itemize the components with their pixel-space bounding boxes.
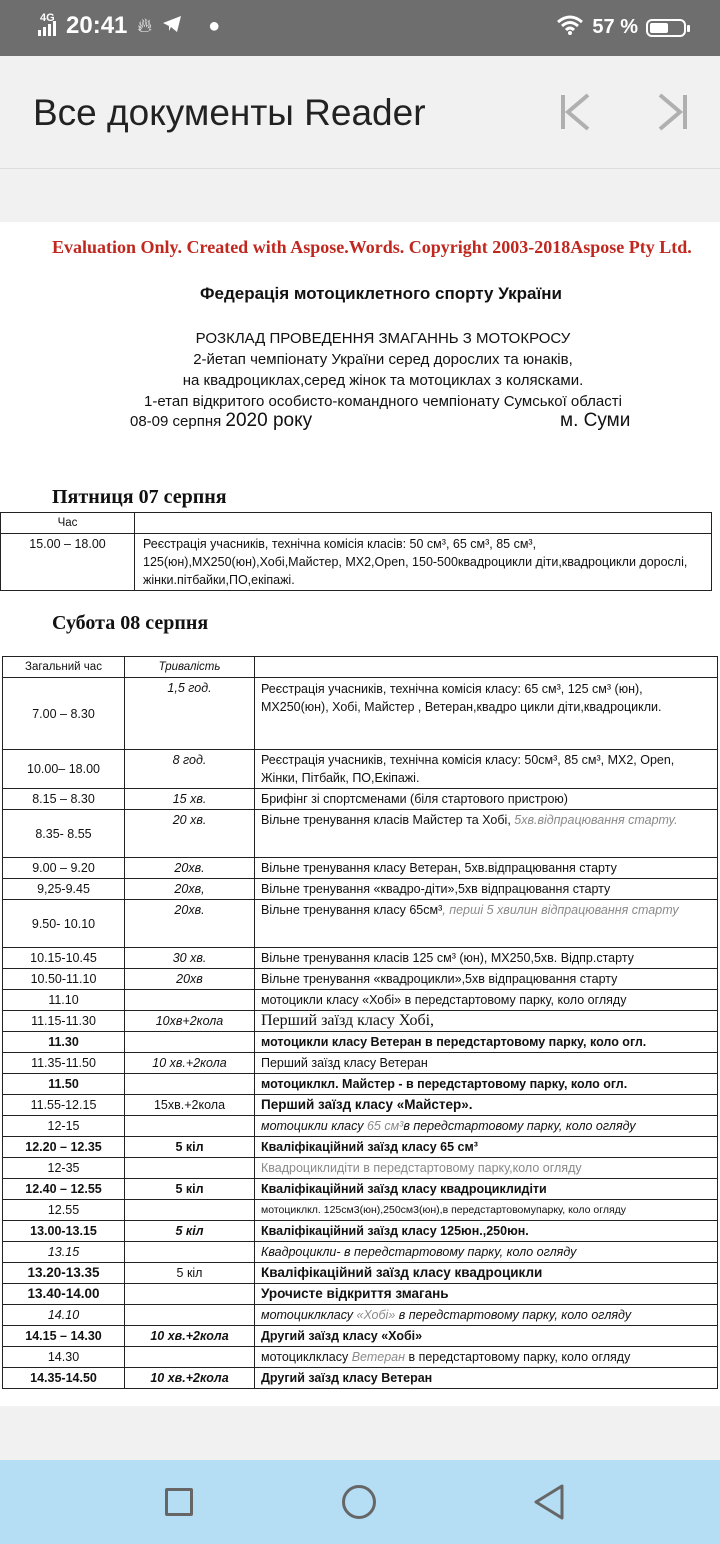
table-row [3, 1305, 718, 1326]
table-row [3, 879, 718, 900]
table-row [3, 900, 718, 948]
status-right [556, 14, 686, 41]
time-cell: 9.00 – 9.20 [3, 858, 125, 879]
event-dates [130, 410, 312, 432]
battery-icon [646, 19, 686, 37]
activity-cell: Брифінг зі спортсменами (біля стартового пристрою) [255, 789, 718, 810]
activity-cell: мотоцикли класу «Хобі» в передстартовому парку, коло огляду [255, 990, 718, 1011]
dot-icon: ● [208, 14, 221, 37]
activity-cell: Вільне тренування класів 125 см³ (юн), МХ250,5хв. Відпр.старту [255, 948, 718, 969]
battery-percent: 57 % [592, 16, 638, 38]
navigation-bar [0, 1460, 720, 1544]
table-row [3, 1200, 718, 1221]
time-cell: 10.00– 18.00 [3, 750, 125, 789]
first-page-icon[interactable] [558, 92, 594, 132]
activity-cell: Вільне тренування «квадро-діти»,5хв відпрацювання старту [255, 879, 718, 900]
time-cell: 11.15-11.30 [3, 1011, 125, 1032]
time-cell: 14.15 – 14.30 [3, 1326, 125, 1347]
duration-cell [125, 1116, 255, 1137]
table-row [3, 1263, 718, 1284]
time-cell: 14.30 [3, 1347, 125, 1368]
time-cell: 12-35 [3, 1158, 125, 1179]
time-cell: 8.35- 8.55 [3, 810, 125, 858]
duration-cell [125, 1032, 255, 1053]
time-cell: 11.50 [3, 1074, 125, 1095]
time-cell: 13.15 [3, 1242, 125, 1263]
activity-cell: Перший заїзд класу Хобі, [255, 1011, 718, 1032]
time-cell: 7.00 – 8.30 [3, 678, 125, 750]
wifi-icon [556, 14, 584, 41]
activity-cell [255, 810, 718, 858]
table-header-row [3, 657, 718, 678]
dates-prefix: 08-09 серпня [130, 413, 222, 430]
saturday-table [2, 656, 718, 1389]
time-cell: 9,25-9.45 [3, 879, 125, 900]
duration-cell [125, 1305, 255, 1326]
duration-cell: 15 хв. [125, 789, 255, 810]
activity-text: мотоциклкласу [261, 1350, 352, 1364]
activity-note: , перші 5 хвилин відпрацювання старту [442, 903, 679, 917]
table-row [3, 990, 718, 1011]
table-row [3, 1011, 718, 1032]
time-cell: 12-15 [3, 1116, 125, 1137]
table-row [3, 1221, 718, 1242]
table-row [3, 858, 718, 879]
duration-cell: 20хв, [125, 879, 255, 900]
status-bar [0, 0, 720, 56]
time-cell: 11.35-11.50 [3, 1053, 125, 1074]
table-row [3, 1368, 718, 1389]
status-left [38, 12, 220, 40]
schedule-line: на квадроциклах,серед жінок та мотоциклах з колясками. [182, 372, 584, 389]
time-cell: 11.55-12.15 [3, 1095, 125, 1116]
friday-heading: Пятниця 07 серпня [52, 486, 227, 508]
header-time: Загальний час [3, 657, 125, 678]
event-city: м. Суми [560, 410, 631, 431]
duration-cell: 8 год. [125, 750, 255, 789]
table-row [1, 513, 712, 534]
activity-note: Ветеран [351, 1350, 405, 1364]
duration-cell [125, 1158, 255, 1179]
friday-time-cell: 15.00 – 18.00 [1, 534, 135, 591]
duration-cell: 10 хв.+2кола [125, 1326, 255, 1347]
activity-cell: мотоцикли класу Ветеран в передстартовому парку, коло огл. [255, 1032, 718, 1053]
duration-cell [125, 1242, 255, 1263]
time-cell: 9.50- 10.10 [3, 900, 125, 948]
recent-apps-icon[interactable] [165, 1488, 193, 1516]
table-row [3, 1284, 718, 1305]
activity-cell: Кваліфікаційний заїзд класу 125юн.,250юн. [255, 1221, 718, 1242]
activity-cell: Кваліфікаційний заїзд класу 65 см³ [255, 1137, 718, 1158]
time-cell: 10.15-10.45 [3, 948, 125, 969]
duration-cell: 10хв+2кола [125, 1011, 255, 1032]
clock: 20:41 [66, 12, 128, 39]
time-cell: 11.30 [3, 1032, 125, 1053]
activity-cell: мотоциклкл. 125см3(юн),250см3(юн),в передстартовомупарку, коло огляду [255, 1200, 718, 1221]
friday-header-time: Час [1, 513, 135, 534]
duration-cell [125, 1284, 255, 1305]
table-row [1, 534, 712, 591]
activity-note: 65 см³ [366, 1119, 404, 1133]
activity-cell: Урочисте відкриття змагань [255, 1284, 718, 1305]
friday-table [0, 512, 712, 591]
time-cell: 12.40 – 12.55 [3, 1179, 125, 1200]
time-cell: 14.10 [3, 1305, 125, 1326]
duration-cell: 10 хв.+2кола [125, 1368, 255, 1389]
federation-heading: Федерація мотоциклетного спорту України [200, 284, 562, 303]
activity-cell [255, 1347, 718, 1368]
telegram-icon [162, 15, 182, 38]
duration-cell: 5 кіл [125, 1179, 255, 1200]
time-cell: 11.10 [3, 990, 125, 1011]
duration-cell: 5 кіл [125, 1137, 255, 1158]
duration-cell: 20хв [125, 969, 255, 990]
table-row [3, 969, 718, 990]
table-row [3, 810, 718, 858]
time-cell: 14.35-14.50 [3, 1368, 125, 1389]
duration-cell [125, 1347, 255, 1368]
signal-icon [38, 12, 56, 36]
time-cell: 8.15 – 8.30 [3, 789, 125, 810]
activity-cell: Перший заїзд класу Ветеран [255, 1053, 718, 1074]
duration-cell: 20хв. [125, 858, 255, 879]
schedule-line: РОЗКЛАД ПРОВЕДЕННЯ ЗМАГАННЬ З МОТОКРОСУ [195, 330, 571, 347]
activity-cell: Кваліфікаційний заїзд класу квадроциклидіти [255, 1179, 718, 1200]
time-cell: 10.50-11.10 [3, 969, 125, 990]
back-icon[interactable] [530, 1482, 566, 1522]
duration-cell: 5 кіл [125, 1221, 255, 1242]
activity-text: мотоциклкласу [261, 1308, 357, 1322]
activity-text: Вільне тренування класів Майстер та Хобі, [261, 813, 515, 827]
activity-tail: в передстартовому парку, коло огляду [403, 1119, 636, 1133]
network-type: 4G [40, 12, 55, 24]
activity-tail: в передстартовому парку, коло огляду [404, 1350, 631, 1364]
activity-cell: Квадроцикли- в передстартовому парку, коло огляду [255, 1242, 718, 1263]
flame-icon: 🔥︎ [137, 14, 153, 37]
activity-cell: Квадроциклидіти в передстартовому парку,коло огляду [255, 1158, 718, 1179]
schedule-line: 1-етап відкритого особисто-командного чемпіонату Сумської області [144, 393, 622, 410]
time-cell: 13.40-14.00 [3, 1284, 125, 1305]
time-cell: 12.55 [3, 1200, 125, 1221]
duration-cell: 20хв. [125, 900, 255, 948]
duration-cell: 15хв.+2кола [125, 1095, 255, 1116]
activity-text: Вільне тренування класу 65см³ [261, 903, 443, 917]
time-cell: 12.20 – 12.35 [3, 1137, 125, 1158]
duration-cell [125, 990, 255, 1011]
time-cell: 13.20-13.35 [3, 1263, 125, 1284]
activity-cell [255, 1116, 718, 1137]
activity-cell: Перший заїзд класу «Майстер». [255, 1095, 718, 1116]
duration-cell [125, 1200, 255, 1221]
activity-cell: Другий заїзд класу Ветеран [255, 1368, 718, 1389]
time-cell: 13.00-13.15 [3, 1221, 125, 1242]
activity-text: мотоцикли класу [261, 1119, 367, 1133]
activity-cell [255, 900, 718, 948]
table-row [3, 1347, 718, 1368]
duration-cell: 10 хв.+2кола [125, 1053, 255, 1074]
header-duration: Тривалість [125, 657, 255, 678]
table-row [3, 1179, 718, 1200]
activity-cell: Кваліфікаційний заїзд класу квадроцикли [255, 1263, 718, 1284]
app-bar [0, 56, 720, 169]
app-title: Все документы Reader [33, 92, 426, 133]
table-row [3, 678, 718, 750]
activity-cell: Вільне тренування класу Ветеран, 5хв.відпрацювання старту [255, 858, 718, 879]
document-page[interactable] [0, 222, 720, 1406]
table-row [3, 1053, 718, 1074]
table-row [3, 1074, 718, 1095]
last-page-icon[interactable] [654, 92, 690, 132]
activity-cell: Другий заїзд класу «Хобі» [255, 1326, 718, 1347]
table-row [3, 789, 718, 810]
saturday-heading: Субота 08 серпня [52, 612, 209, 634]
table-row [3, 1326, 718, 1347]
evaluation-watermark: Evaluation Only. Created with Aspose.Words. Copyright 2003-2018Aspose Pty Ltd. [52, 237, 692, 257]
schedule-heading [0, 328, 720, 412]
duration-cell: 30 хв. [125, 948, 255, 969]
duration-cell [125, 1074, 255, 1095]
activity-cell [255, 1305, 718, 1326]
activity-note: 5хв.відпрацювання старту. [514, 813, 678, 827]
activity-cell: Реєстрація учасників, технічна комісія класу: 50см³, 85 см³, МХ2, Open, Жінки, Пітбайк, ПО,Екіпажі. [255, 750, 718, 789]
table-row [3, 1032, 718, 1053]
activity-cell: Вільне тренування «квадроцикли»,5хв відпрацювання старту [255, 969, 718, 990]
table-row [3, 1095, 718, 1116]
schedule-line: 2-йетап чемпіонату України серед дорослих та юнаків, [193, 351, 573, 368]
table-row [3, 1242, 718, 1263]
activity-cell: Реєстрація учасників, технічна комісія класу: 65 см³, 125 см³ (юн), МХ250(юн), Хобі, Майстер , Ветеран,квадро цикли діти,квадроцикли. [255, 678, 718, 750]
table-row [3, 1116, 718, 1137]
event-year: 2020 року [225, 410, 313, 431]
activity-cell: мотоциклкл. Майстер - в передстартовому парку, коло огл. [255, 1074, 718, 1095]
duration-cell: 20 хв. [125, 810, 255, 858]
table-row [3, 750, 718, 789]
duration-cell: 5 кіл [125, 1263, 255, 1284]
home-icon[interactable] [342, 1485, 376, 1519]
activity-tail: в передстартовому парку, коло огляду [395, 1308, 632, 1322]
table-row [3, 1158, 718, 1179]
table-row [3, 1137, 718, 1158]
friday-text-cell: Реєстрація учасників, технічна комісія класів: 50 см³, 65 см³, 85 см³, 125(юн),МХ250(юн),Хобі,Майстер, МХ2,Open, 150-500квадроцикли діти,квадроцикли дорослі, жінки.пітбайки,ПО,екіпажі. [135, 534, 712, 591]
duration-cell: 1,5 год. [125, 678, 255, 750]
activity-note: «Хобі» [356, 1308, 396, 1322]
table-row [3, 948, 718, 969]
